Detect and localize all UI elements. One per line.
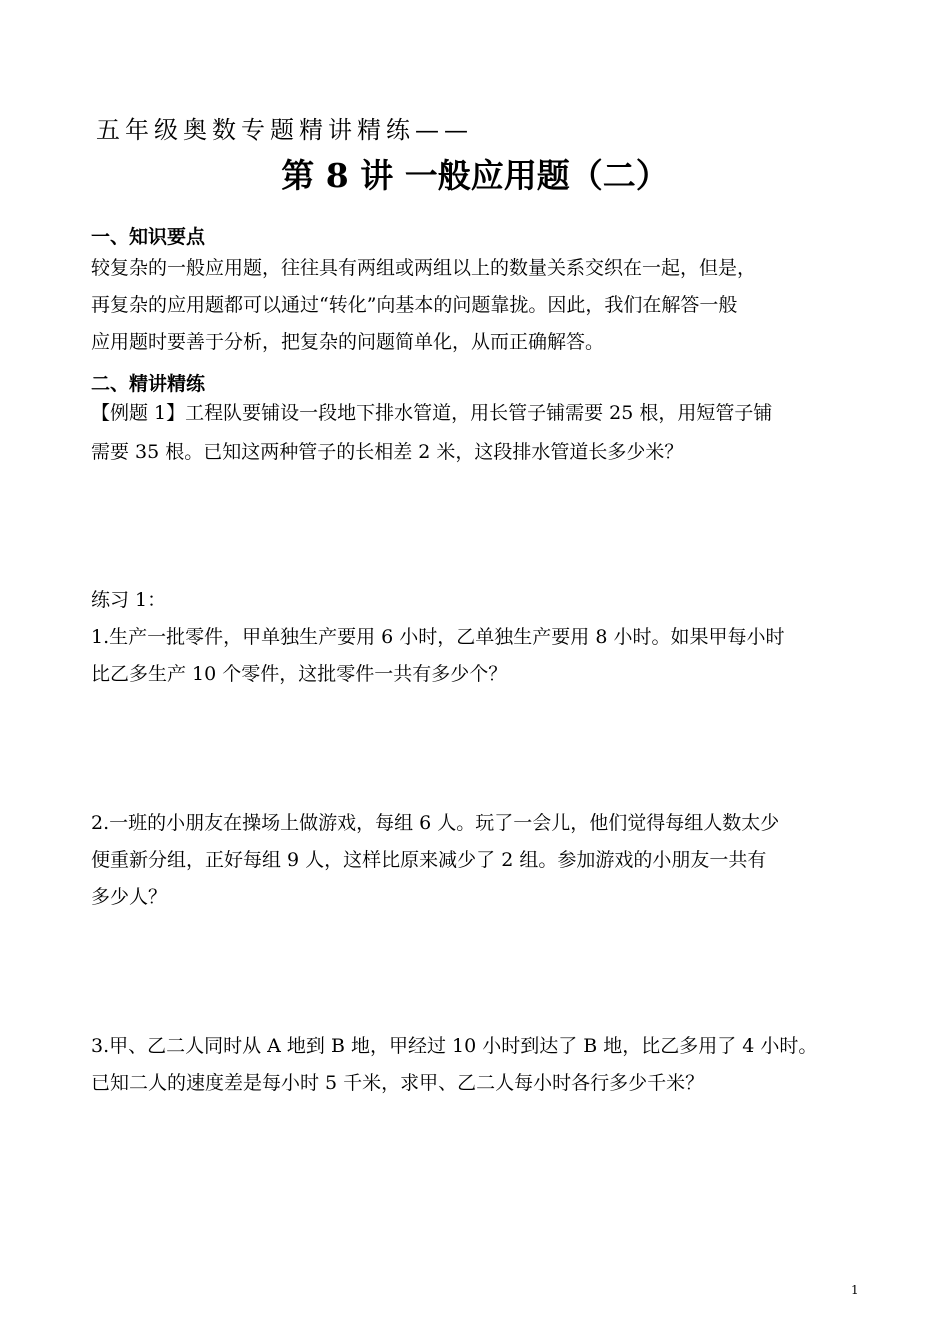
knowledge-line: 应用题时要善于分析，把复杂的问题简单化，从而正确解答。 <box>91 331 605 353</box>
practice-heading: 二、精讲精练 <box>91 373 206 395</box>
page-number: 1 <box>851 1283 859 1297</box>
question3-line: 3.甲、乙二人同时从 A 地到 B 地，甲经过 10 小时到达了 B 地，比乙多用了 4 小时。 <box>91 1035 818 1057</box>
question3-line: 已知二人的速度差是每小时 5 千米，求甲、乙二人每小时各行多少千米？ <box>91 1072 705 1094</box>
lecture-title: 第 8 讲 一般应用题（二） <box>281 156 669 195</box>
exercise-label: 练习 1： <box>91 589 167 611</box>
question2-line: 2.一班的小朋友在操场上做游戏，每组 6 人。玩了一会儿，他们觉得每组人数太少 <box>91 812 780 834</box>
example1-line: 需要 35 根。已知这两种管子的长相差 2 米，这段排水管道长多少米？ <box>91 441 684 463</box>
question1-line: 比乙多生产 10 个零件，这批零件一共有多少个？ <box>91 663 508 685</box>
knowledge-line: 较复杂的一般应用题，往往具有两组或两组以上的数量关系交织在一起，但是， <box>91 257 757 279</box>
question2-line: 多少人？ <box>91 886 168 908</box>
question1-line: 1.生产一批零件，甲单独生产要用 6 小时，乙单独生产要用 8 小时。如果甲每小时 <box>91 626 785 648</box>
knowledge-line: 再复杂的应用题都可以通过“转化”向基本的问题靠拢。因此，我们在解答一般 <box>91 294 738 316</box>
example1-line: 【例题 1】工程队要铺设一段地下排水管道，用长管子铺需要 25 根，用短管子铺 <box>91 402 773 424</box>
knowledge-heading: 一、知识要点 <box>91 226 206 248</box>
question2-line: 便重新分组，正好每组 9 人，这样比原来减少了 2 组。参加游戏的小朋友一共有 <box>91 849 767 871</box>
series-title: 五年级奥数专题精讲精练—— <box>96 116 473 144</box>
